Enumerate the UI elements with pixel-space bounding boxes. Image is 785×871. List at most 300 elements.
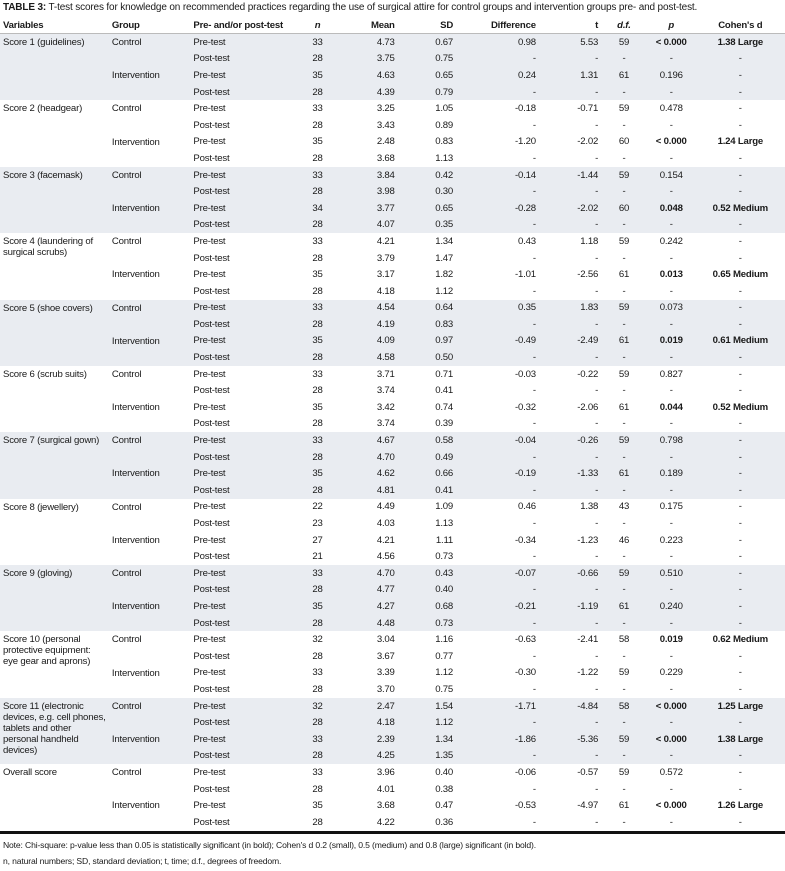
cell-pre-and-or-post-test: Pre-test xyxy=(190,300,296,317)
cell-pre-and-or-post-test: Pre-test xyxy=(190,465,296,482)
cell-n: 28 xyxy=(297,482,339,499)
cell-d-f: - xyxy=(622,816,626,828)
cell-d-f: - xyxy=(622,119,626,131)
cell-difference: - xyxy=(456,349,539,366)
cell-pre-and-or-post-test: Post-test xyxy=(190,51,296,68)
cell-t: - xyxy=(595,683,599,695)
group-cell: Intervention xyxy=(109,200,190,233)
cell-difference: - xyxy=(532,285,536,297)
cell-n: 22 xyxy=(312,501,323,513)
cell-d-f: - xyxy=(601,449,647,466)
cell-difference: - xyxy=(456,748,539,765)
cell-sd: 1.09 xyxy=(435,501,454,513)
cell-sd: 0.79 xyxy=(398,84,456,101)
cell-mean: 3.74 xyxy=(376,418,395,430)
cell-cohen-s-d: 0.61 Medium xyxy=(696,333,785,350)
cell-sd: 1.13 xyxy=(435,518,454,530)
cell-cohen-s-d: 0.62 Medium xyxy=(712,634,768,646)
cell-n: 35 xyxy=(312,800,323,812)
cell-pre-and-or-post-test: Post-test xyxy=(193,119,230,131)
cell-t: - xyxy=(539,84,601,101)
cell-cohen-s-d: - xyxy=(738,683,742,695)
cell-pre-and-or-post-test: Pre-test xyxy=(190,200,296,217)
cell-n: 35 xyxy=(297,333,339,350)
cell-t: 1.83 xyxy=(539,300,601,317)
cell-n: 28 xyxy=(297,183,339,200)
cell-cohen-s-d: - xyxy=(696,183,785,200)
cell-pre-and-or-post-test: Post-test xyxy=(190,482,296,499)
cell-sd: 1.12 xyxy=(435,667,454,679)
cell-n: 28 xyxy=(312,683,323,695)
table-row xyxy=(0,731,785,748)
cell-n: 33 xyxy=(297,300,339,317)
group-cell: Intervention xyxy=(109,598,190,631)
cell-pre-and-or-post-test: Post-test xyxy=(193,385,230,397)
variable-cell: Score 2 (headgear) xyxy=(3,103,83,115)
group-cell: Intervention xyxy=(109,67,190,100)
cell-mean: 3.70 xyxy=(376,683,395,695)
cell-pre-and-or-post-test: Pre-test xyxy=(193,136,226,148)
cell-cohen-s-d: - xyxy=(738,766,742,778)
cell-t: - xyxy=(595,252,599,264)
cell-mean: 4.54 xyxy=(338,300,397,317)
cell-difference: - xyxy=(532,252,536,264)
cell-sd: 0.40 xyxy=(435,766,454,778)
cell-p: - xyxy=(669,551,673,563)
cell-p: 0.510 xyxy=(647,565,696,582)
column-header: Difference xyxy=(456,17,539,34)
cell-mean: 4.21 xyxy=(376,534,395,546)
cell-t: -1.22 xyxy=(577,667,599,679)
cell-cohen-s-d: - xyxy=(738,103,742,115)
table-row xyxy=(0,565,785,582)
cell-pre-and-or-post-test: Pre-test xyxy=(190,565,296,582)
cell-pre-and-or-post-test: Post-test xyxy=(193,816,230,828)
cell-pre-and-or-post-test: Post-test xyxy=(193,683,230,695)
cell-difference: -1.71 xyxy=(456,698,539,715)
cell-pre-and-or-post-test: Pre-test xyxy=(193,269,226,281)
cell-pre-and-or-post-test: Post-test xyxy=(193,418,230,430)
cell-p: < 0.000 xyxy=(647,731,696,748)
column-header: SD xyxy=(398,17,456,34)
cell-sd: 1.12 xyxy=(435,285,454,297)
cell-n: 33 xyxy=(312,766,323,778)
cell-d-f: - xyxy=(601,183,647,200)
cell-t: -2.49 xyxy=(539,333,601,350)
cell-d-f: 61 xyxy=(618,800,630,812)
cell-pre-and-or-post-test: Post-test xyxy=(193,650,230,662)
cell-sd: 0.40 xyxy=(398,582,456,599)
cell-p: - xyxy=(647,582,696,599)
cell-cohen-s-d: 1.26 Large xyxy=(717,800,764,812)
cell-pre-and-or-post-test: Post-test xyxy=(190,316,296,333)
cell-mean: 4.49 xyxy=(376,501,395,513)
cell-sd: 0.75 xyxy=(398,51,456,68)
cell-p: - xyxy=(669,119,673,131)
note-2: n, natural numbers; SD, standard deviation; t, time; d.f., degrees of freedom. xyxy=(3,856,282,866)
cell-d-f: - xyxy=(601,316,647,333)
group-cell: Intervention xyxy=(111,136,160,148)
cell-difference: - xyxy=(456,714,539,731)
cell-mean: 3.43 xyxy=(376,119,395,131)
table-label: TABLE 3: xyxy=(3,2,47,13)
cell-cohen-s-d: - xyxy=(696,482,785,499)
cell-cohen-s-d: - xyxy=(696,167,785,184)
cell-n: 33 xyxy=(312,667,323,679)
cell-n: 35 xyxy=(312,269,323,281)
cell-difference: - xyxy=(532,119,536,131)
cell-t: -2.06 xyxy=(577,401,599,413)
cell-difference: 0.24 xyxy=(456,67,539,84)
cell-t: -0.26 xyxy=(539,432,601,449)
cell-t: - xyxy=(595,152,599,164)
cell-d-f: 61 xyxy=(618,401,630,413)
cell-difference: -0.28 xyxy=(456,200,539,217)
cell-pre-and-or-post-test: Post-test xyxy=(190,582,296,599)
cell-mean: 4.67 xyxy=(338,432,397,449)
table-row xyxy=(0,399,785,416)
table-row xyxy=(0,167,785,184)
cell-d-f: 58 xyxy=(601,698,647,715)
cell-mean: 4.09 xyxy=(338,333,397,350)
cell-d-f: 59 xyxy=(618,103,630,115)
cell-cohen-s-d: - xyxy=(738,534,742,546)
column-header: Cohen's d xyxy=(696,17,785,34)
cell-t: -0.66 xyxy=(539,565,601,582)
cell-cohen-s-d: - xyxy=(696,615,785,632)
cell-mean: 4.39 xyxy=(338,84,397,101)
cell-mean: 3.84 xyxy=(338,167,397,184)
cell-difference: -1.01 xyxy=(514,269,536,281)
cell-mean: 4.63 xyxy=(338,67,397,84)
cell-n: 34 xyxy=(297,200,339,217)
cell-mean: 4.70 xyxy=(338,449,397,466)
cell-n: 35 xyxy=(312,136,323,148)
cell-t: -2.02 xyxy=(577,136,599,148)
cell-pre-and-or-post-test: Pre-test xyxy=(193,634,226,646)
cell-sd: 0.35 xyxy=(398,217,456,234)
cell-n: 33 xyxy=(297,731,339,748)
cell-d-f: - xyxy=(601,482,647,499)
cell-t: - xyxy=(539,582,601,599)
table-row xyxy=(0,333,785,350)
cell-cohen-s-d: - xyxy=(696,565,785,582)
cell-n: 28 xyxy=(297,217,339,234)
cell-pre-and-or-post-test: Pre-test xyxy=(193,534,226,546)
cell-pre-and-or-post-test: Pre-test xyxy=(190,34,296,51)
cell-cohen-s-d: - xyxy=(738,152,742,164)
cell-mean: 3.71 xyxy=(376,368,395,380)
cell-pre-and-or-post-test: Post-test xyxy=(193,783,230,795)
cell-n: 28 xyxy=(312,650,323,662)
cell-t: - xyxy=(539,615,601,632)
cell-pre-and-or-post-test: Pre-test xyxy=(193,667,226,679)
cell-d-f: - xyxy=(601,615,647,632)
cell-difference: -0.18 xyxy=(514,103,536,115)
cell-p: - xyxy=(647,482,696,499)
cell-pre-and-or-post-test: Post-test xyxy=(193,551,230,563)
cell-cohen-s-d: - xyxy=(696,432,785,449)
cell-cohen-s-d: - xyxy=(738,816,742,828)
group-cell: Intervention xyxy=(111,534,160,546)
cell-cohen-s-d: 1.24 Large xyxy=(717,136,764,148)
cell-sd: 0.50 xyxy=(398,349,456,366)
cell-difference: -0.06 xyxy=(514,766,536,778)
cell-mean: 3.42 xyxy=(376,401,395,413)
cell-n: 28 xyxy=(312,119,323,131)
cell-t: - xyxy=(595,551,599,563)
cell-p: < 0.000 xyxy=(655,800,687,812)
cell-t: -1.23 xyxy=(577,534,599,546)
cell-p: 0.240 xyxy=(647,598,696,615)
cell-p: - xyxy=(669,152,673,164)
cell-sd: 0.43 xyxy=(398,565,456,582)
variable-cell: Score 10 (personal protective equipment: eye gear and aprons) xyxy=(3,634,91,668)
cell-p: - xyxy=(647,217,696,234)
cell-t: -1.44 xyxy=(539,167,601,184)
variable-cell: Score 1 (guidelines) xyxy=(0,34,109,101)
cell-p: - xyxy=(647,84,696,101)
cell-p: 0.044 xyxy=(659,401,683,413)
cell-p: - xyxy=(669,816,673,828)
header-row xyxy=(0,17,785,34)
cell-sd: 1.34 xyxy=(398,731,456,748)
cell-n: 28 xyxy=(297,349,339,366)
cell-difference: - xyxy=(456,449,539,466)
table-row xyxy=(0,233,785,250)
cell-n: 33 xyxy=(297,34,339,51)
column-header: Pre- and/or post-test xyxy=(190,17,296,34)
cell-pre-and-or-post-test: Pre-test xyxy=(190,698,296,715)
cell-difference: - xyxy=(456,51,539,68)
cell-mean: 4.22 xyxy=(376,816,395,828)
variable-cell: Score 8 (jewellery) xyxy=(3,501,79,513)
cell-sd: 0.73 xyxy=(398,615,456,632)
cell-difference: 0.43 xyxy=(517,235,536,247)
cell-mean: 4.70 xyxy=(338,565,397,582)
cell-mean: 3.77 xyxy=(338,200,397,217)
group-cell: Control xyxy=(111,236,142,248)
table-row xyxy=(0,200,785,217)
cell-n: 28 xyxy=(312,783,323,795)
cell-p: - xyxy=(647,449,696,466)
cell-mean: 4.56 xyxy=(376,551,395,563)
group-cell: Control xyxy=(111,368,142,380)
cell-d-f: 59 xyxy=(618,368,630,380)
cell-mean: 3.79 xyxy=(376,252,395,264)
table-row xyxy=(0,134,785,151)
table-row xyxy=(0,300,785,317)
cell-n: 28 xyxy=(312,816,323,828)
cell-cohen-s-d: - xyxy=(696,748,785,765)
cell-t: - xyxy=(595,650,599,662)
cell-cohen-s-d: - xyxy=(738,650,742,662)
cell-difference: - xyxy=(456,615,539,632)
cell-sd: 0.74 xyxy=(435,401,454,413)
column-header: n xyxy=(297,17,339,34)
cell-pre-and-or-post-test: Post-test xyxy=(193,152,230,164)
cell-d-f: - xyxy=(622,152,626,164)
cell-t: 5.53 xyxy=(539,34,601,51)
cell-sd: 0.77 xyxy=(435,650,454,662)
cell-difference: - xyxy=(456,183,539,200)
cell-p: 0.478 xyxy=(659,103,683,115)
table-row xyxy=(0,797,785,814)
cell-difference: -1.20 xyxy=(514,136,536,148)
cell-p: 0.196 xyxy=(647,67,696,84)
cell-sd: 0.41 xyxy=(435,385,454,397)
table-row xyxy=(0,465,785,482)
cell-pre-and-or-post-test: Pre-test xyxy=(193,766,226,778)
cell-mean: 4.18 xyxy=(338,714,397,731)
cell-difference: - xyxy=(456,316,539,333)
variable-cell: Score 6 (scrub suits) xyxy=(3,368,87,380)
cell-mean: 4.48 xyxy=(338,615,397,632)
cell-sd: 0.68 xyxy=(398,598,456,615)
cell-p: - xyxy=(647,183,696,200)
cell-sd: 1.82 xyxy=(435,269,454,281)
group-cell: Intervention xyxy=(111,800,160,812)
column-header: t xyxy=(539,17,601,34)
cell-t: -2.41 xyxy=(577,634,599,646)
cell-mean: 3.68 xyxy=(376,800,395,812)
note-1: Note: Chi-square: p-value less than 0.05 is statistically significant (in bold); Cohen's d 0.2 (small), 0.5 (medium) and 0.8 (large) significant (in bold). xyxy=(3,840,536,850)
variable-cell: Score 9 (gloving) xyxy=(0,565,109,631)
cell-cohen-s-d: - xyxy=(696,84,785,101)
cell-pre-and-or-post-test: Pre-test xyxy=(193,800,226,812)
cell-t: - xyxy=(539,748,601,765)
table-row xyxy=(0,34,785,51)
cell-cohen-s-d: - xyxy=(738,783,742,795)
cell-d-f: - xyxy=(622,252,626,264)
cell-d-f: 46 xyxy=(618,534,630,546)
cell-cohen-s-d: - xyxy=(696,714,785,731)
cell-cohen-s-d: - xyxy=(738,385,742,397)
cell-n: 28 xyxy=(297,84,339,101)
cell-d-f: - xyxy=(601,349,647,366)
cell-t: -1.19 xyxy=(539,598,601,615)
cell-d-f: 59 xyxy=(601,731,647,748)
cell-t: -0.71 xyxy=(577,103,599,115)
cell-t: - xyxy=(595,518,599,530)
cell-mean: 4.62 xyxy=(338,465,397,482)
table-row xyxy=(0,67,785,84)
cell-difference: - xyxy=(532,518,536,530)
cell-cohen-s-d: - xyxy=(696,316,785,333)
cell-difference: -0.32 xyxy=(514,401,536,413)
cell-pre-and-or-post-test: Pre-test xyxy=(190,333,296,350)
cell-p: - xyxy=(669,650,673,662)
cell-d-f: - xyxy=(601,582,647,599)
cell-d-f: 59 xyxy=(618,235,630,247)
cell-t: 1.18 xyxy=(580,235,599,247)
cell-p: 0.073 xyxy=(647,300,696,317)
cell-sd: 0.73 xyxy=(435,551,454,563)
cell-mean: 3.68 xyxy=(376,152,395,164)
cell-p: 0.572 xyxy=(659,766,683,778)
cell-mean: 4.58 xyxy=(338,349,397,366)
cell-pre-and-or-post-test: Post-test xyxy=(190,714,296,731)
cell-d-f: 43 xyxy=(618,501,630,513)
group-cell: Control xyxy=(109,698,190,731)
cell-p: - xyxy=(647,316,696,333)
cell-d-f: 59 xyxy=(601,34,647,51)
cell-n: 32 xyxy=(297,698,339,715)
cell-cohen-s-d: - xyxy=(738,235,742,247)
cell-sd: 0.67 xyxy=(398,34,456,51)
group-cell: Intervention xyxy=(109,465,190,498)
cell-difference: -0.04 xyxy=(456,432,539,449)
cell-p: < 0.000 xyxy=(647,34,696,51)
cell-difference: - xyxy=(532,418,536,430)
table-row xyxy=(0,764,785,781)
group-cell: Control xyxy=(111,501,142,513)
cell-mean: 3.17 xyxy=(376,269,395,281)
cell-p: < 0.000 xyxy=(655,136,687,148)
cell-d-f: 60 xyxy=(618,136,630,148)
cell-mean: 3.04 xyxy=(376,634,395,646)
cell-mean: 4.19 xyxy=(338,316,397,333)
cell-n: 28 xyxy=(297,748,339,765)
cell-n: 28 xyxy=(312,252,323,264)
cell-mean: 4.21 xyxy=(376,235,395,247)
cell-p: 0.189 xyxy=(647,465,696,482)
cell-d-f: - xyxy=(622,551,626,563)
cell-t: 1.38 xyxy=(580,501,599,513)
cell-d-f: 59 xyxy=(618,667,630,679)
cell-d-f: - xyxy=(622,518,626,530)
cell-t: - xyxy=(539,217,601,234)
cell-n: 27 xyxy=(312,534,323,546)
cell-d-f: - xyxy=(622,385,626,397)
table-row xyxy=(0,499,785,516)
cell-cohen-s-d: - xyxy=(738,119,742,131)
cell-n: 33 xyxy=(312,235,323,247)
table-title xyxy=(3,2,697,13)
cell-sd: 0.89 xyxy=(435,119,454,131)
cell-sd: 0.64 xyxy=(398,300,456,317)
table-row xyxy=(0,665,785,682)
cell-difference: -0.21 xyxy=(456,598,539,615)
cell-mean: 4.01 xyxy=(376,783,395,795)
cell-difference: -0.14 xyxy=(456,167,539,184)
cell-n: 28 xyxy=(312,418,323,430)
cell-difference: 0.98 xyxy=(456,34,539,51)
column-header: Variables xyxy=(0,17,109,34)
cell-difference: - xyxy=(532,683,536,695)
cell-cohen-s-d: - xyxy=(696,465,785,482)
cell-cohen-s-d: - xyxy=(696,217,785,234)
cell-mean: 4.07 xyxy=(338,217,397,234)
cell-n: 28 xyxy=(312,152,323,164)
cell-pre-and-or-post-test: Post-test xyxy=(190,615,296,632)
cell-d-f: - xyxy=(601,748,647,765)
cell-d-f: - xyxy=(622,783,626,795)
cell-t: - xyxy=(539,316,601,333)
column-header: p xyxy=(647,17,696,34)
variable-cell: Score 4 (laundering of surgical scrubs) xyxy=(3,236,93,259)
cell-n: 23 xyxy=(312,518,323,530)
column-header: Mean xyxy=(338,17,397,34)
cell-pre-and-or-post-test: Post-test xyxy=(190,748,296,765)
cell-p: - xyxy=(669,418,673,430)
cell-d-f: - xyxy=(601,217,647,234)
cell-mean: 2.47 xyxy=(338,698,397,715)
variable-cell: Score 11 (electronic devices, e.g. cell phones, tablets and other personal handheld devices) xyxy=(0,698,109,764)
cell-sd: 0.65 xyxy=(398,200,456,217)
cell-difference: -0.34 xyxy=(514,534,536,546)
cell-p: 0.798 xyxy=(647,432,696,449)
